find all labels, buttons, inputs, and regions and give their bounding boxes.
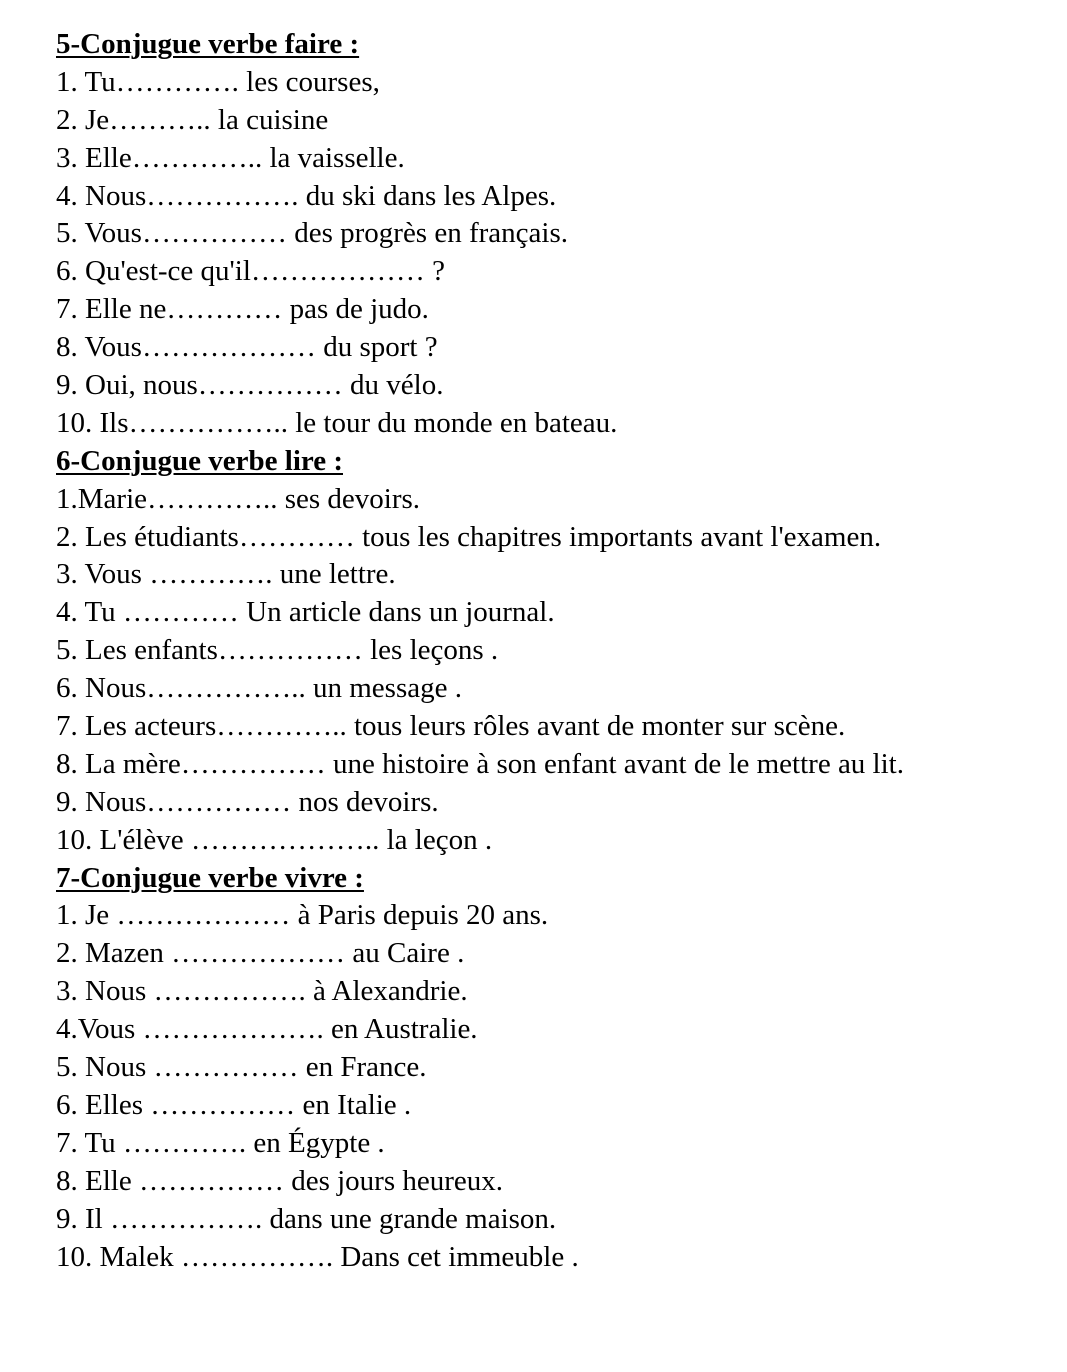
- exercise-line: 2. Je……….. la cuisine: [56, 103, 329, 136]
- exercise-line: 6. Nous…………….. un message .: [56, 672, 462, 705]
- exercise-line: 4. Nous……………. du ski dans les Alpes.: [56, 179, 557, 212]
- section-heading-vivre: 7-Conjugue verbe vivre :: [56, 861, 364, 894]
- exercise-line: 5. Les enfants…………… les leçons .: [56, 634, 499, 667]
- exercise-line: 5. Vous…………… des progrès en français.: [56, 217, 568, 250]
- exercise-line: 10. Ils…………….. le tour du monde en bateau.: [56, 406, 618, 439]
- exercise-line: 2. Mazen ……………… au Caire .: [56, 937, 465, 970]
- exercise-line: 8. Vous……………… du sport ?: [56, 331, 438, 364]
- worksheet: [56, 26, 1046, 1276]
- exercise-line: 2. Les étudiants………… tous les chapitres importants avant l'examen.: [56, 520, 882, 553]
- exercise-line: 8. Elle …………… des jours heureux.: [56, 1164, 504, 1197]
- exercise-line: 9. Oui, nous…………… du vélo.: [56, 369, 444, 402]
- exercise-line: 6. Qu'est-ce qu'il……………… ?: [56, 255, 445, 288]
- exercise-line: 1. Je ……………… à Paris depuis 20 ans.: [56, 899, 549, 932]
- exercise-line: 4. Tu ………… Un article dans un journal.: [56, 596, 555, 629]
- exercise-line: 10. L'élève ……………….. la leçon .: [56, 823, 493, 856]
- exercise-line: 9. Nous…………… nos devoirs.: [56, 785, 439, 818]
- exercise-line: 3. Vous …………. une lettre.: [56, 558, 396, 591]
- exercise-line: 7. Les acteurs………….. tous leurs rôles avant de monter sur scène.: [56, 710, 846, 743]
- exercise-line: 9. Il ……………. dans une grande maison.: [56, 1202, 557, 1235]
- exercise-line: 7. Elle ne………… pas de judo.: [56, 293, 429, 326]
- exercise-line: 8. La mère…………… une histoire à son enfant avant de le mettre au lit.: [56, 747, 904, 780]
- section-heading-lire: 6-Conjugue verbe lire :: [56, 444, 343, 477]
- exercise-line: 1.Marie………….. ses devoirs.: [56, 482, 421, 515]
- exercise-line: 4.Vous ………………. en Australie.: [56, 1013, 478, 1046]
- section-heading-faire: 5-Conjugue verbe faire :: [56, 28, 360, 60]
- exercise-line: 6. Elles …………… en Italie .: [56, 1088, 412, 1121]
- exercise-line: 3. Nous ……………. à Alexandrie.: [56, 975, 468, 1008]
- exercise-line: 7. Tu …………. en Égypte .: [56, 1126, 385, 1159]
- exercise-line: 3. Elle………….. la vaisselle.: [56, 141, 405, 174]
- exercise-line: 5. Nous …………… en France.: [56, 1051, 427, 1084]
- exercise-line: 10. Malek ……………. Dans cet immeuble .: [56, 1240, 579, 1273]
- exercise-line: 1. Tu…………. les courses,: [56, 65, 380, 98]
